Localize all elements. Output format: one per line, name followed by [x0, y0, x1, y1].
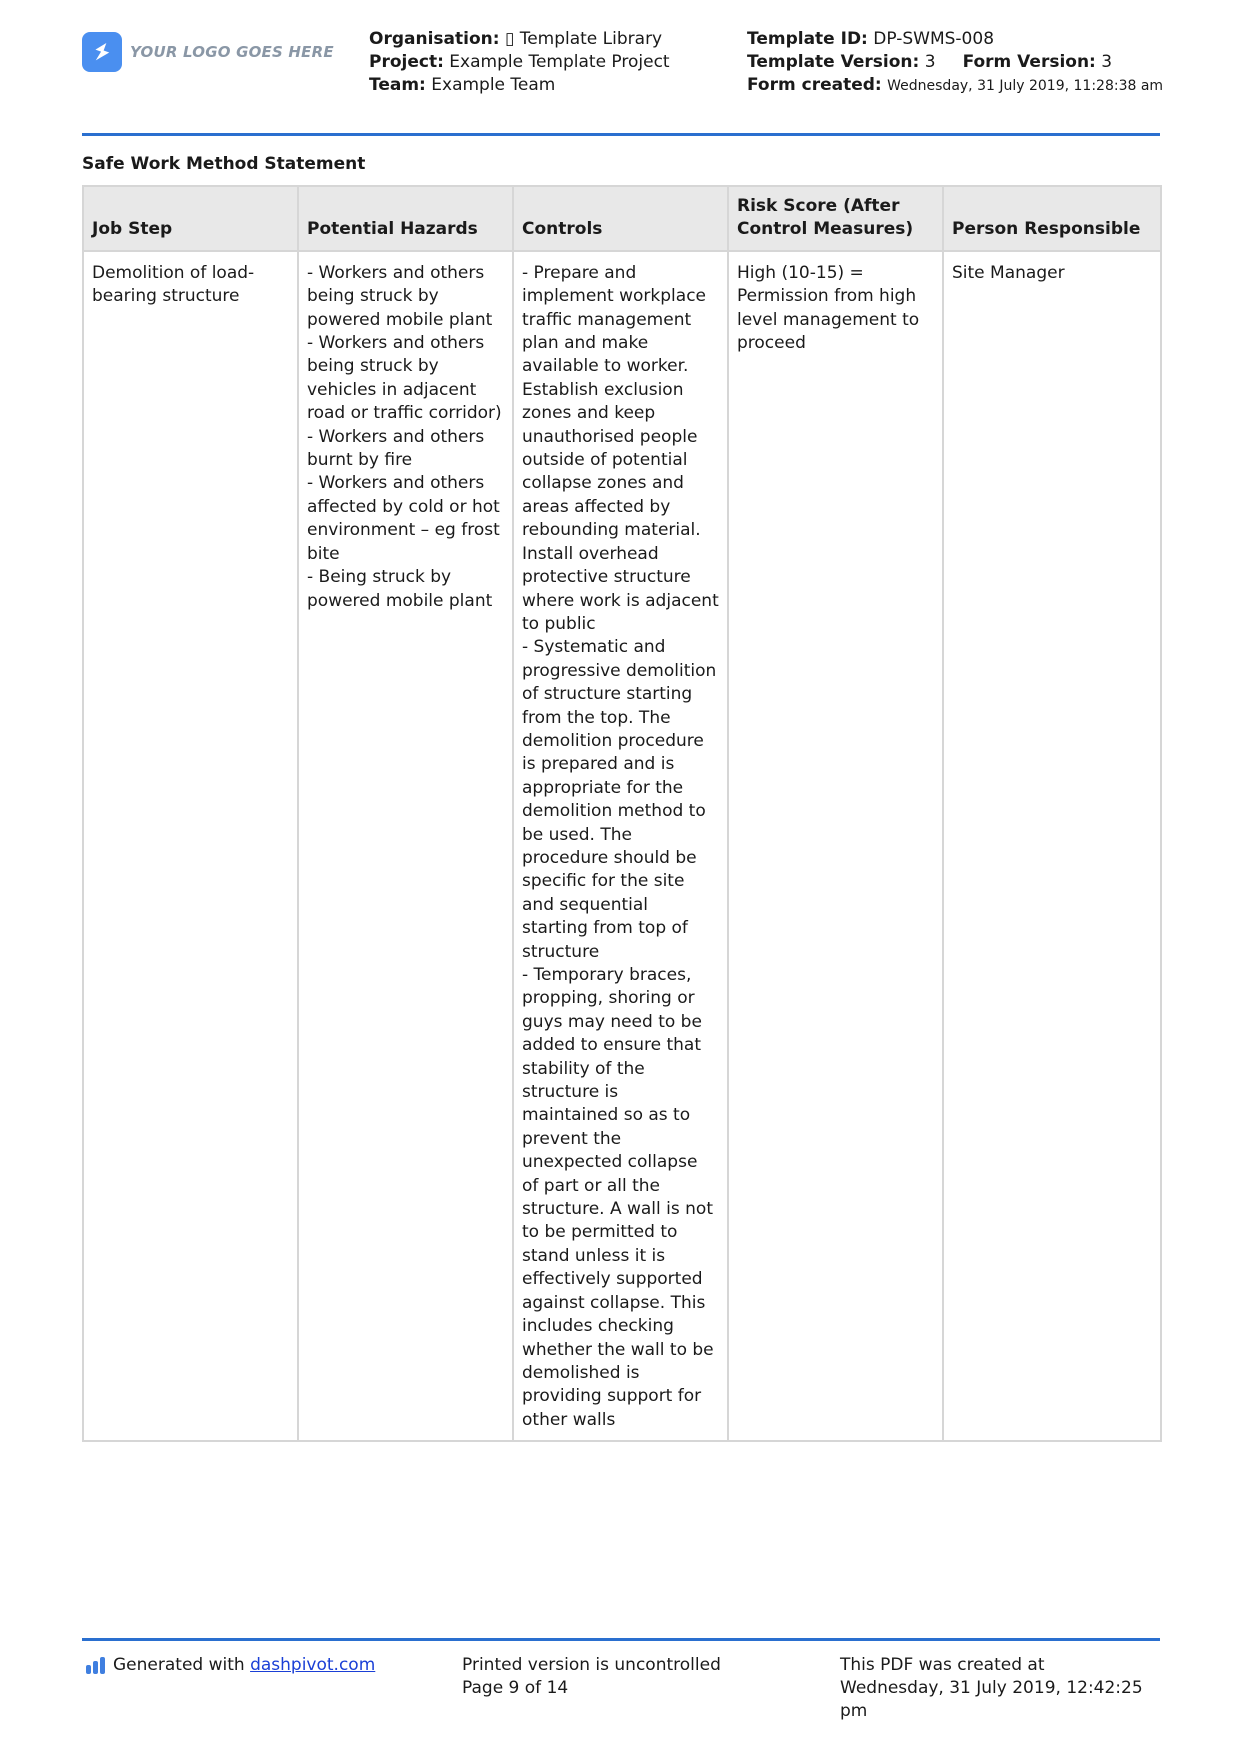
person-responsible-cell: Site Manager: [943, 251, 1161, 1441]
column-header-job-step: Job Step: [83, 186, 298, 251]
section-title: Safe Work Method Statement: [82, 154, 366, 174]
template-version-value: 3: [924, 52, 936, 72]
generated-with: [86, 1654, 375, 1677]
template-version-label: Template Version:: [747, 52, 920, 72]
column-header-potential-hazards: Potential Hazards: [298, 186, 513, 251]
project-label: Project:: [369, 52, 444, 72]
form-version-value: 3: [1101, 52, 1113, 72]
hazards-cell: [298, 251, 513, 1441]
control-item: - Temporary braces, propping, shoring or guys may need to be added to ensure that stability of the structure is maintained so as to prevent the unexpected collapse of part or all the structure. A wall is not to be permitted to stand unless it is effectively supported against collapse. This includes checking whether the wall to be demolished is providing support for other walls: [522, 965, 714, 1430]
header-template-info: [747, 28, 1167, 98]
logo-text: YOUR LOGO GOES HERE: [130, 43, 334, 61]
footer-print-info: [462, 1654, 721, 1700]
dashpivot-link[interactable]: dashpivot.com: [250, 1655, 376, 1675]
organisation-value: ▯ Template Library: [504, 29, 663, 49]
table-header-row: [83, 186, 1161, 251]
header-divider: [82, 133, 1160, 136]
company-logo: [82, 32, 334, 72]
hazard-item: - Workers and others being struck by powered mobile plant: [307, 262, 493, 330]
dashpivot-bars-icon: [86, 1657, 105, 1674]
header-org-info: [369, 28, 670, 97]
template-id-label: Template ID:: [747, 29, 868, 49]
logo-icon: [82, 32, 122, 72]
pdf-created-prefix: This PDF was created at: [840, 1655, 1045, 1675]
footer-pdf-info: [840, 1654, 1160, 1723]
controls-cell: [513, 251, 728, 1441]
footer-divider: [82, 1638, 1160, 1641]
hazard-item: - Being struck by powered mobile plant: [307, 567, 493, 611]
table-row: [83, 251, 1161, 1441]
generated-prefix: Generated with: [113, 1655, 245, 1675]
hazard-item: - Workers and others being struck by vehicles in adjacent road or traffic corridor): [307, 333, 502, 424]
control-item: - Prepare and implement workplace traffic management plan and make available to worker. Establish exclusion zones and keep unauthorised people outside of potential collapse zones and areas affected by rebounding material. Install overhead protective structure where work is adjacent to public: [522, 262, 719, 634]
page-number: Page 9 of 14: [462, 1678, 569, 1698]
risk-score-cell: High (10-15) = Permission from high level management to proceed: [728, 251, 943, 1441]
pdf-created-value: Wednesday, 31 July 2019, 12:42:25 pm: [840, 1678, 1143, 1721]
job-step-cell: Demolition of load-bearing structure: [83, 251, 298, 1441]
organisation-label: Organisation:: [369, 29, 500, 49]
project-value: Example Template Project: [449, 52, 670, 72]
column-header-person-responsible: Person Responsible: [943, 186, 1161, 251]
uncontrolled-notice: Printed version is uncontrolled: [462, 1655, 721, 1675]
column-header-controls: Controls: [513, 186, 728, 251]
swms-table: [82, 185, 1162, 1442]
hazard-item: - Workers and others affected by cold or hot environment – eg frost bite: [307, 473, 500, 564]
form-created-label: Form created:: [747, 75, 882, 95]
page-header: [82, 28, 1164, 134]
form-created-value: Wednesday, 31 July 2019, 11:28:38 am: [887, 78, 1164, 94]
form-version-label: Form Version:: [962, 52, 1096, 72]
hazard-item: - Workers and others burnt by fire: [307, 426, 485, 471]
column-header-risk-score: Risk Score (After Control Measures): [728, 186, 943, 251]
team-label: Team:: [369, 75, 426, 95]
template-id-value: DP-SWMS-008: [873, 29, 995, 49]
control-item: - Systematic and progressive demolition of structure starting from the top. The demolition procedure is prepared and is appropriate for the demolition method to be used. The procedure should be specific for the site and sequential starting from top of structure: [522, 637, 717, 962]
team-value: Example Team: [431, 75, 556, 95]
